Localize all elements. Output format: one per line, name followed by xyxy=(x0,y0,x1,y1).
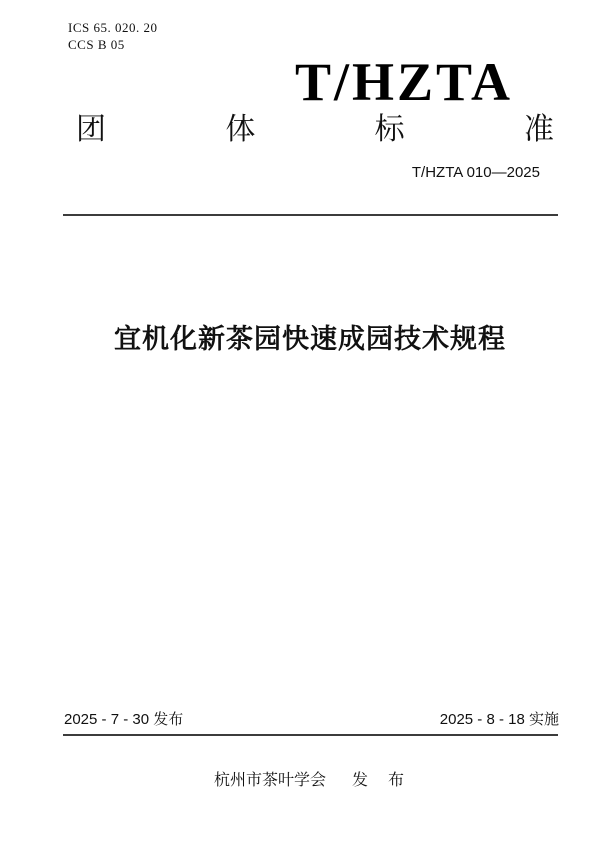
document-title: 宜机化新茶园快速成园技术规程 xyxy=(114,324,506,354)
standard-body-logo: T/HZTA xyxy=(294,52,514,112)
standard-type-char: 体 xyxy=(225,113,256,146)
implement-date: 2025 - 8 - 18 实施 xyxy=(439,711,559,728)
standard-type-char: 团 xyxy=(76,113,106,146)
standard-number: T/HZTA 010—2025 xyxy=(411,164,540,181)
standard-type-label xyxy=(76,113,554,147)
ccs-code: CCS B 05 xyxy=(68,37,125,52)
publisher-name: 杭州市茶叶学会 xyxy=(213,772,326,789)
standard-type-char: 标 xyxy=(374,113,405,146)
standard-type-char: 准 xyxy=(523,113,554,146)
date-row xyxy=(64,710,559,730)
release-date: 2025 - 7 - 30 发布 xyxy=(64,711,184,728)
classification-codes xyxy=(68,19,157,53)
header-divider xyxy=(63,214,558,216)
footer-divider xyxy=(63,734,558,736)
publish-word: 发 布 xyxy=(352,772,407,789)
publisher-row xyxy=(62,770,558,792)
ics-code: ICS 65. 020. 20 xyxy=(68,20,158,35)
